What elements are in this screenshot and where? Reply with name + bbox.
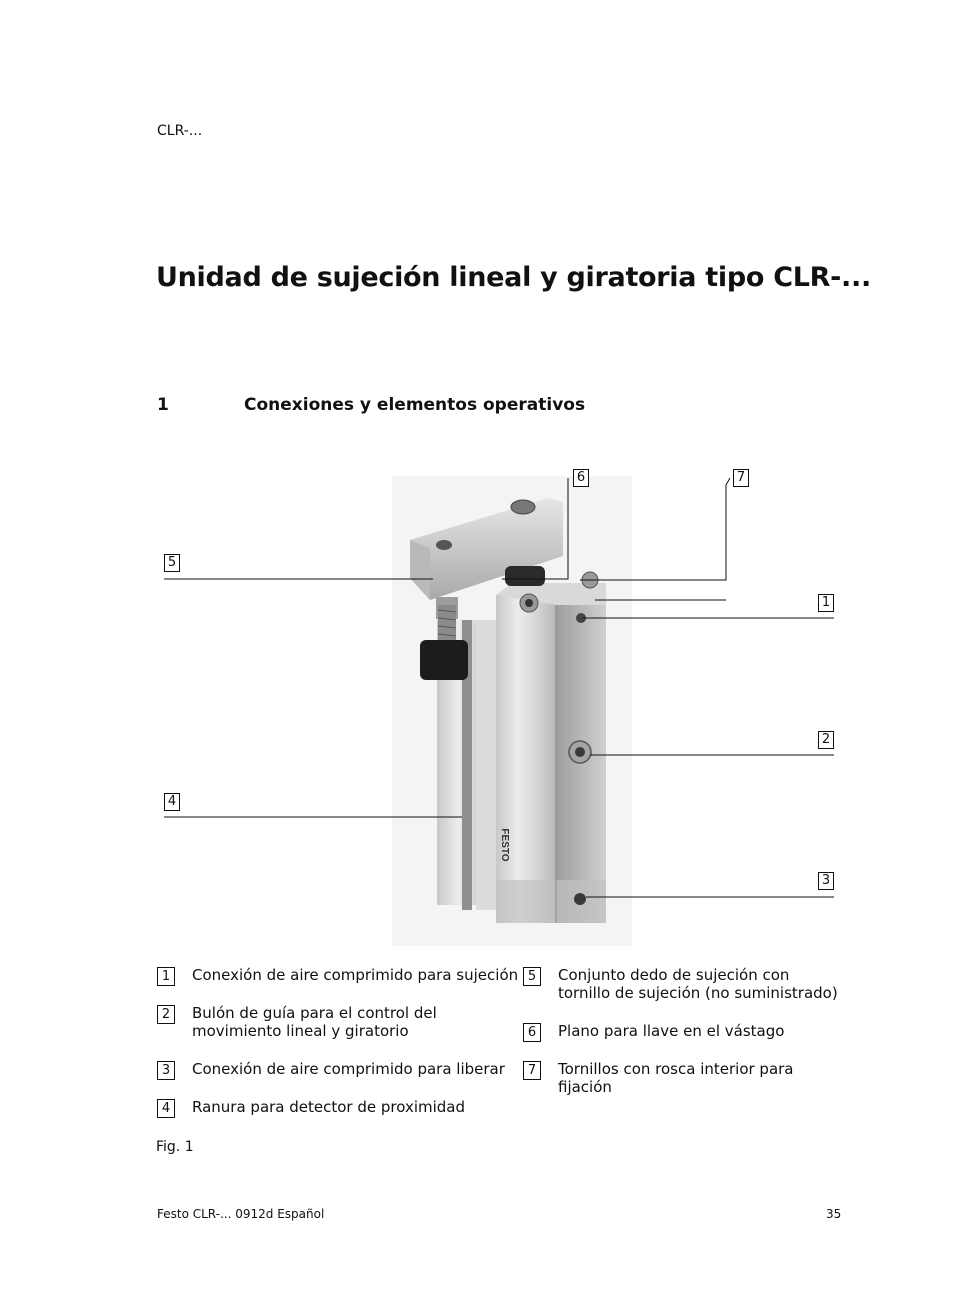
callout-6: 6 [573, 469, 589, 487]
callout-4: 4 [164, 793, 180, 811]
section-title: Conexiones y elementos operativos [244, 395, 586, 415]
legend-item-2 [157, 1004, 517, 1042]
legend-text: Tornillos con rosca interior para [558, 1060, 794, 1078]
cylinder-body [496, 572, 606, 923]
legend-number: 6 [523, 1023, 541, 1042]
legend-number: 2 [157, 1005, 175, 1024]
legend-number: 3 [157, 1061, 175, 1080]
document-header: CLR-... [157, 123, 203, 139]
legend-text: Plano para llave en el vástago [558, 1022, 785, 1040]
brand-marking: FESTO [499, 828, 510, 862]
legend-item-4 [157, 1098, 517, 1118]
legend-item-3 [157, 1060, 517, 1080]
callout-5: 5 [164, 554, 180, 572]
legend-text: tornillo de sujeción (no suministrado) [558, 984, 838, 1002]
callout-3: 3 [818, 872, 834, 890]
legend-text: Conexión de aire comprimido para liberar [192, 1060, 505, 1078]
legend-text: Ranura para detector de proximidad [192, 1098, 466, 1116]
figure-caption: Fig. 1 [156, 1139, 194, 1155]
legend-text: Conexión de aire comprimido para sujeción [192, 966, 519, 984]
legend-item-5 [523, 966, 853, 1004]
legend-number: 7 [523, 1061, 541, 1080]
section-number: 1 [157, 395, 169, 415]
legend-text: movimiento lineal y giratorio [192, 1022, 409, 1040]
callout-7: 7 [733, 469, 749, 487]
legend-number: 4 [157, 1099, 175, 1118]
callout-1: 1 [818, 594, 834, 612]
legend-text: Bulón de guía para el control del [192, 1004, 437, 1022]
legend-item-6 [523, 1022, 853, 1042]
footer-document-info: Festo CLR-... 0912d Español [157, 1207, 325, 1221]
legend-number: 5 [523, 967, 541, 986]
page-title: Unidad de sujeción lineal y giratoria tipo CLR-... [156, 262, 871, 293]
legend-number: 1 [157, 967, 175, 986]
legend-item-1 [157, 966, 517, 986]
legend-text: fijación [558, 1078, 612, 1096]
legend-text: Conjunto dedo de sujeción con [558, 966, 790, 984]
callout-2: 2 [818, 731, 834, 749]
legend-item-7 [523, 1060, 853, 1098]
page-number: 35 [826, 1207, 842, 1221]
